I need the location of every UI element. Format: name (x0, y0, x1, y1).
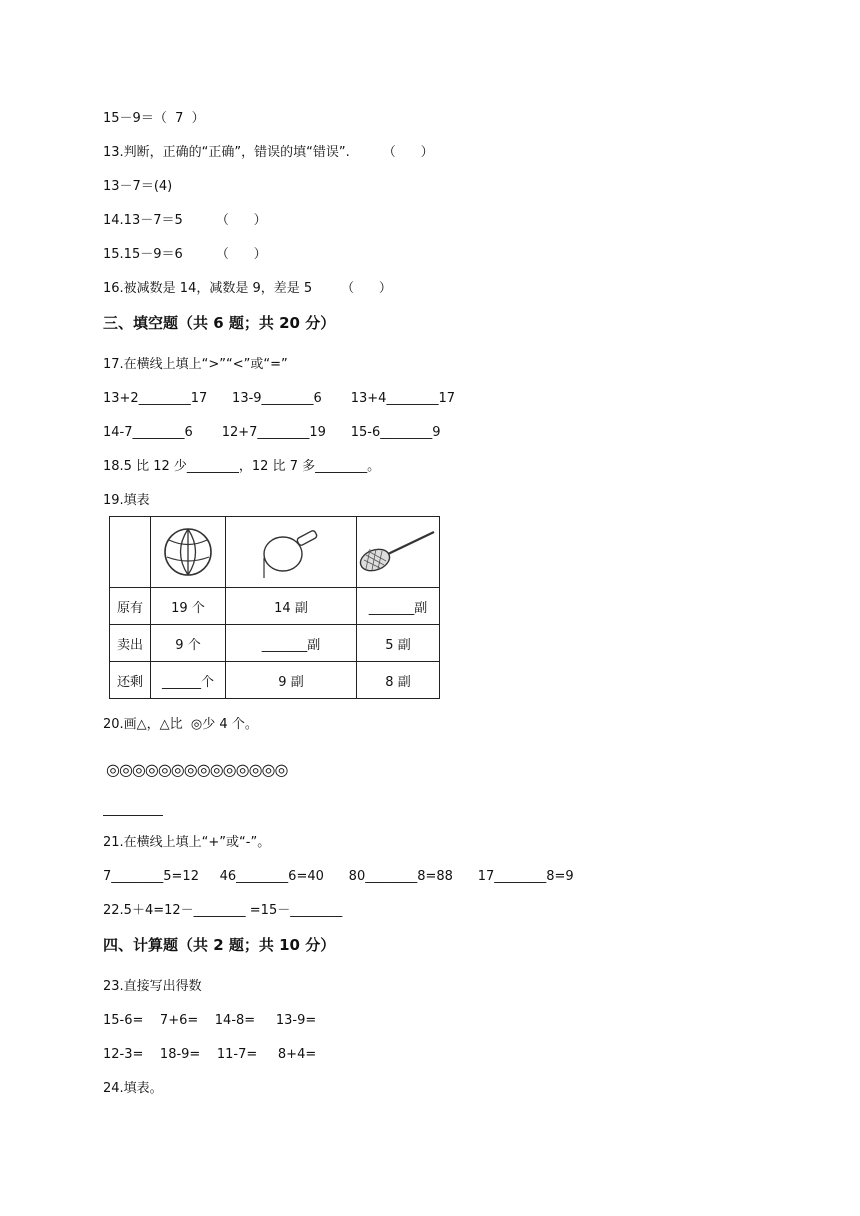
circle-symbols: ◎◎◎◎◎◎◎◎◎◎◎◎◎◎ (106, 760, 288, 779)
row-label: 还剩 (110, 662, 151, 699)
fill-table (109, 516, 440, 699)
question-18: 18.5 比 12 少________，12 比 7 多________。 (103, 459, 381, 474)
table-header-row (110, 517, 440, 588)
section-3-heading: 三、填空题（共 6 题；共 20 分） (103, 314, 336, 332)
table-cell: _______副 (226, 625, 357, 662)
table-cell: 14 副 (226, 588, 357, 625)
question-21: 21.在横线上填上“+”或“-”。 (103, 835, 271, 850)
question-17-row-1: 13+2________17 13-9________6 13+4________17 (103, 391, 455, 406)
badminton-racket-icon (357, 527, 439, 577)
row-label: 卖出 (110, 625, 151, 662)
row-label: 原有 (110, 588, 151, 625)
question-14: 14.13－7＝5 （ ） (103, 213, 267, 228)
question-24: 24.填表。 (103, 1081, 163, 1096)
ball-icon (151, 525, 225, 579)
table-row (110, 625, 440, 662)
question-13: 13.判断，正确的“正确”，错误的填“错误”. （ ） (103, 145, 434, 160)
section-4-heading: 四、计算题（共 2 题；共 10 分） (103, 936, 336, 954)
answer-line-13-7: 13－7＝(4) (103, 179, 173, 194)
table-row (110, 588, 440, 625)
question-15: 15.15－9＝6 （ ） (103, 247, 267, 262)
paddle-cell (226, 517, 357, 588)
question-23: 23.直接写出得数 (103, 979, 202, 994)
question-17: 17.在横线上填上“>”“<”或“=” (103, 357, 288, 372)
table-cell: 8 副 (357, 662, 440, 699)
question-23-row-1: 15-6= 7+6= 14-8= 13-9= (103, 1013, 317, 1028)
table-cell: 9 个 (151, 625, 226, 662)
table-cell: ______个 (151, 662, 226, 699)
table-cell: 19 个 (151, 588, 226, 625)
answer-line-15-9: 15－9＝（ 7 ） (103, 111, 205, 126)
question-21-row: 7________5=12 46________6=40 80________8=88 17________8=9 (103, 869, 574, 884)
racket-cell (357, 517, 440, 588)
table-cell: 9 副 (226, 662, 357, 699)
table-cell: _______副 (357, 588, 440, 625)
ball-cell (151, 517, 226, 588)
question-17-row-2: 14-7________6 12+7________19 15-6________9 (103, 425, 441, 440)
ping-pong-paddle-icon (226, 524, 356, 580)
question-20: 20.画△，△比 ◎少 4 个。 (103, 717, 258, 732)
question-22: 22.5＋4=12－________ =15－________ (103, 903, 343, 918)
question-16: 16.被减数是 14，减数是 9，差是 5 （ ） (103, 281, 392, 296)
question-19: 19.填表 (103, 493, 150, 508)
table-corner-cell (110, 517, 151, 588)
answer-blank-line (103, 815, 163, 816)
table-row (110, 662, 440, 699)
question-23-row-2: 12-3= 18-9= 11-7= 8+4= (103, 1047, 317, 1062)
table-cell: 5 副 (357, 625, 440, 662)
